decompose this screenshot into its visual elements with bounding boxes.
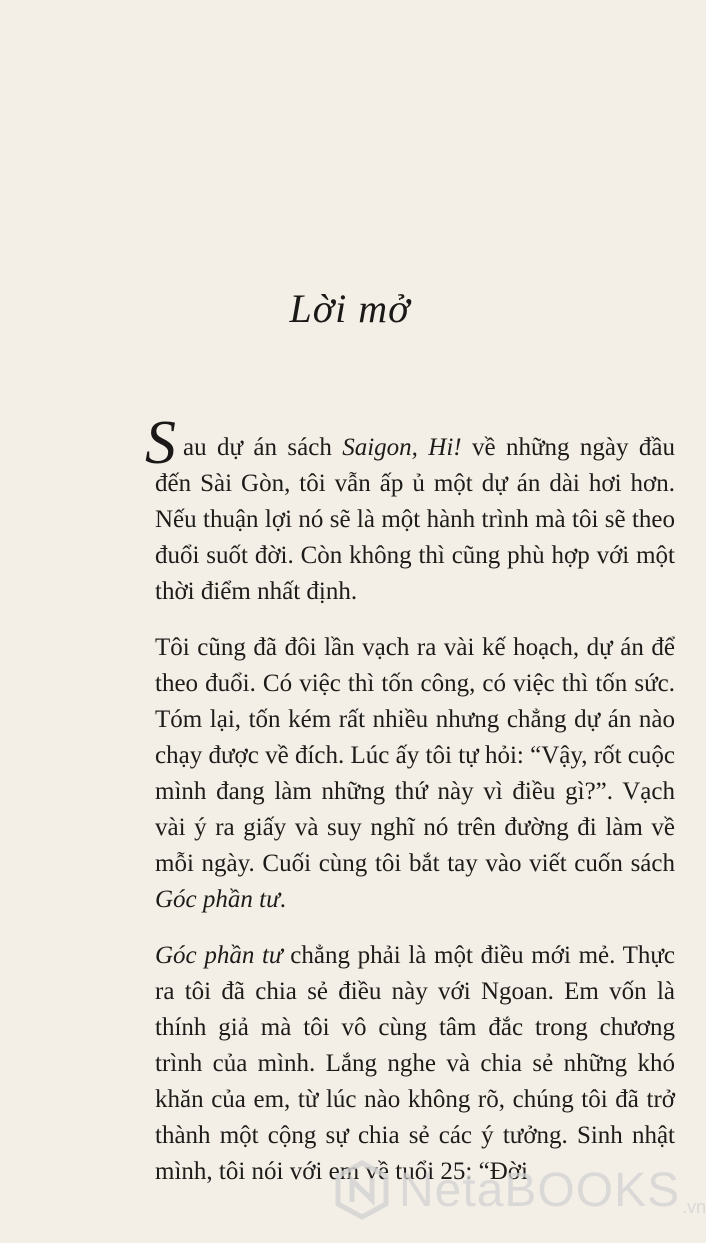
book-title-saigon-hi: Saigon, Hi! bbox=[342, 434, 462, 461]
watermark-brand: NetaBOOKS bbox=[399, 1163, 681, 1217]
paragraph-2 bbox=[155, 630, 675, 918]
paragraph-1-lead bbox=[155, 434, 675, 461]
paragraph-1-text-a: au dự án sách bbox=[183, 434, 343, 461]
paragraph-3-text: chẳng phải là một điều mới mẻ. Thực ra tôi đã chia sẻ điều này với Ngoan. Em vốn là thính giả mà tôi vô cùng tâm đắc trong chương trình của mình. Lắng nghe và chia sẻ những khó khăn của em, từ lúc nào không rõ, chúng tôi đã trở thành một cộng sự chia sẻ các ý tưởng. Sinh nhật mình, tôi nói với em về tuổi 25: “Đời bbox=[155, 942, 675, 1185]
paragraph-2-text-b: . bbox=[279, 886, 286, 913]
book-title-goc-phan-tu: Góc phần tư bbox=[155, 886, 280, 913]
book-title-goc-phan-tu: Góc phần tư bbox=[155, 942, 283, 969]
paragraph-1-rest: đến Sài Gòn, tôi vẫn ấp ủ một dự án dài hơi hơn. Nếu thuận lợi nó sẽ là một hành trình mà tôi sẽ theo đuổi suốt đời. Còn không thì cũng phù hợp với một thời điểm nhất định. bbox=[155, 470, 675, 605]
paragraph-1 bbox=[145, 409, 675, 610]
watermark-suffix: .vn bbox=[682, 1197, 706, 1217]
body-text bbox=[145, 409, 675, 1210]
netabooks-logo-icon bbox=[335, 1160, 389, 1220]
paragraph-2-text-a: Tôi cũng đã đôi lần vạch ra vài kế hoạch, dự án để theo đuổi. Có việc thì tốn công, có việc thì tốn sức. Tóm lại, tốn kém rất nhiều nhưng chẳng dự án nào chạy được về đích. Lúc ấy tôi tự hỏi: “Vậy, rốt cuộc mình đang làm những thứ này vì điều gì?”. Vạch vài ý ra giấy và suy nghĩ nó trên đường đi làm về mỗi ngày. Cuối cùng tôi bắt tay vào viết cuốn sách bbox=[155, 634, 675, 877]
bleed-through-text bbox=[100, 58, 680, 88]
paragraph-1-text-b: về những ngày đầu bbox=[461, 434, 675, 461]
drop-cap: S bbox=[145, 409, 176, 477]
watermark bbox=[335, 1150, 706, 1230]
chapter-title: Lời mở bbox=[289, 286, 411, 331]
